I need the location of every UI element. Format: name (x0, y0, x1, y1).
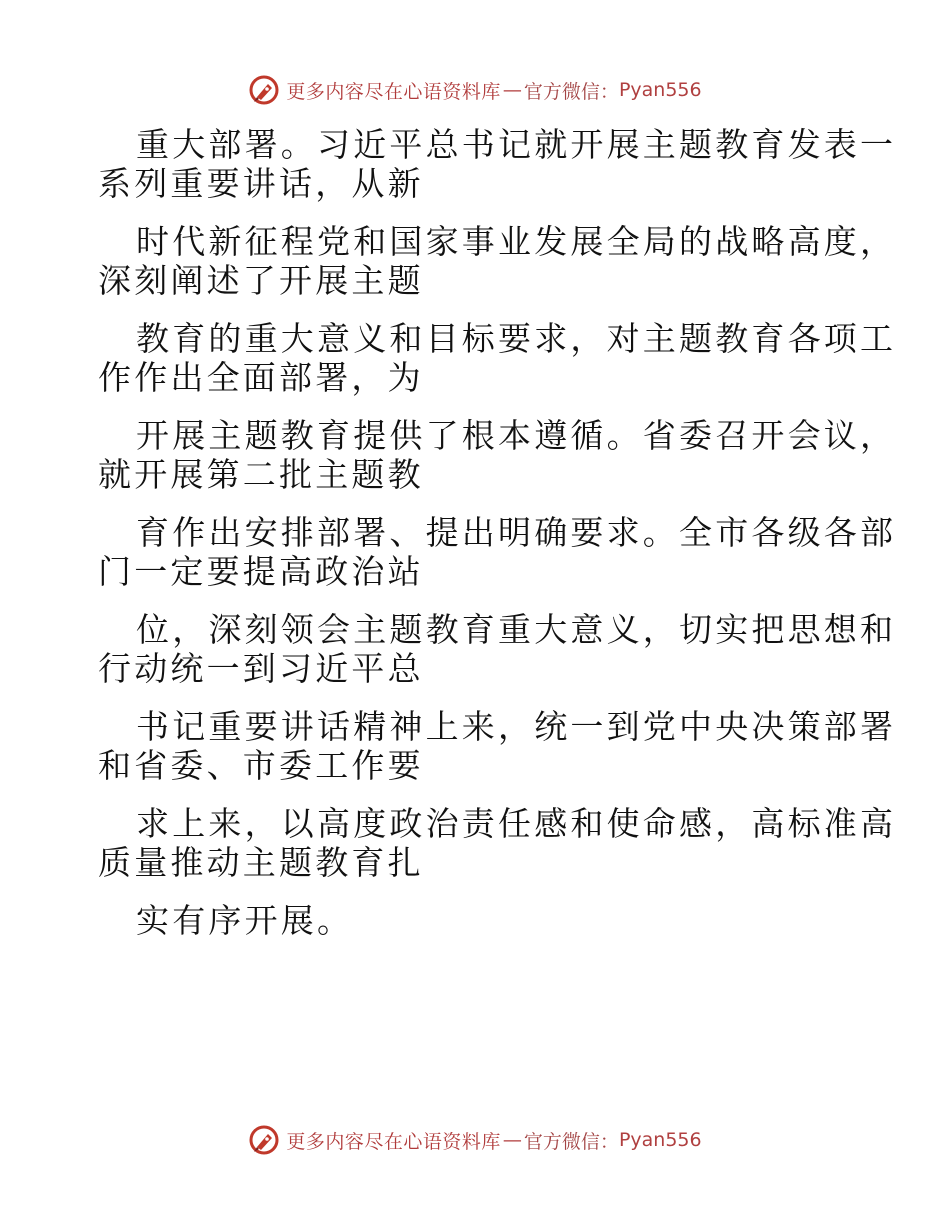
banner-wechat-id: Pyan556 (618, 1129, 702, 1151)
banner-wechat-label: 官方微信： (523, 1130, 619, 1153)
banner-separator: — (502, 79, 522, 101)
banner-separator: — (502, 1129, 522, 1151)
text-line: 开展主题教育提供了根本遵循。省委召开会议， (136, 416, 897, 455)
banner-wechat-label: 官方微信： (523, 80, 619, 103)
text-line: 系列重要讲话，从新 (98, 164, 424, 203)
text-line: 质量推动主题教育扎 (98, 843, 424, 882)
pen-nib-logo-icon (248, 1124, 280, 1156)
banner-wechat-id: Pyan556 (618, 79, 702, 101)
text-line: 就开展第二批主题教 (98, 455, 424, 494)
text-line: 深刻阐述了开展主题 (98, 261, 424, 300)
text-line: 育作出安排部署、提出明确要求。全市各级各部 (136, 513, 897, 552)
text-line: 求上来，以高度政治责任感和使命感，高标准高 (136, 804, 897, 843)
footer-banner (0, 1120, 950, 1160)
text-line: 重大部署。习近平总书记就开展主题教育发表一 (136, 125, 897, 164)
pen-nib-logo-icon (248, 74, 280, 106)
text-line: 时代新征程党和国家事业发展全局的战略高度， (136, 222, 897, 261)
header-banner (0, 70, 950, 110)
banner-text: 更多内容尽在心语资料库 (286, 80, 501, 103)
text-line: 行动统一到习近平总 (98, 649, 424, 688)
banner-text: 更多内容尽在心语资料库 (286, 1130, 501, 1153)
text-line: 实有序开展。 (136, 901, 354, 940)
text-line: 书记重要讲话精神上来，统一到党中央决策部署 (136, 707, 897, 746)
text-line: 位，深刻领会主题教育重大意义，切实把思想和 (136, 610, 897, 649)
text-line: 门一定要提高政治站 (98, 552, 424, 591)
text-line: 和省委、市委工作要 (98, 746, 424, 785)
text-line: 教育的重大意义和目标要求，对主题教育各项工 (136, 319, 897, 358)
text-line: 作作出全面部署，为 (98, 358, 424, 397)
document-body (98, 125, 897, 940)
